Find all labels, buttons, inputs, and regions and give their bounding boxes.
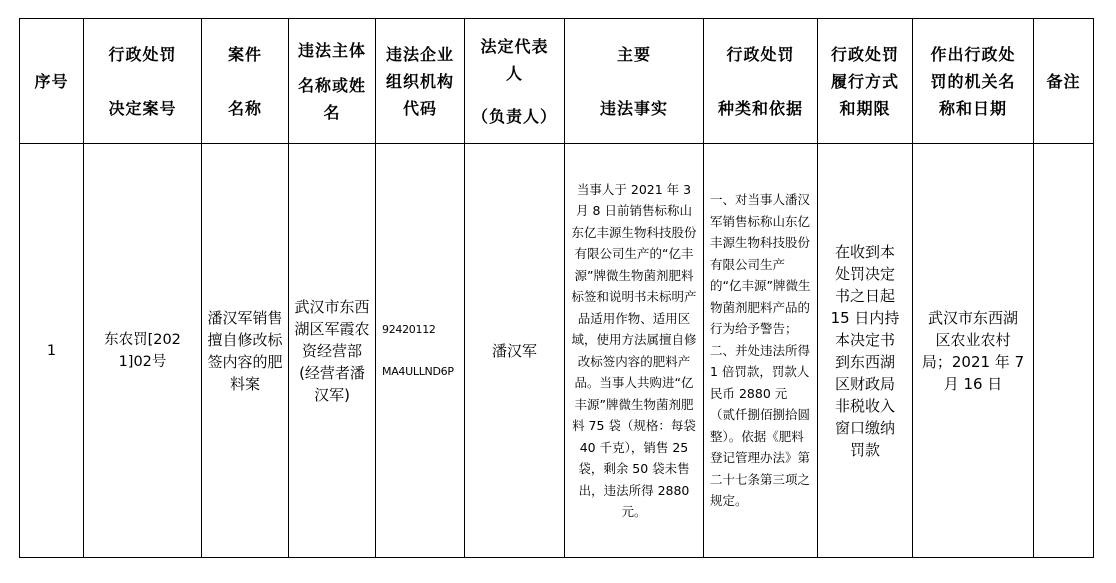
header-party-name-line1: 违法主体 [297, 40, 366, 60]
header-legal-rep [465, 19, 565, 144]
header-decision-no [84, 19, 202, 144]
header-performance [818, 19, 913, 144]
header-case-name-line2: 名称 [227, 98, 262, 118]
penalty-table [19, 18, 1094, 558]
table-row [20, 144, 1094, 558]
header-performance-line3: 和期限 [839, 98, 891, 118]
cell-penalty-type: 一、对当事人潘汉军销售标称山东亿丰源生物科技股份有限公司生产的“亿丰源”牌微生物菌剂肥料产品的行为给予警告；二、并处违法所得 1 倍罚款，罚款人民币 2880 元（贰仟捌佰捌拾圆整）。依据《肥料登记管理办法》第二十七条第三项之规定。 [704, 144, 818, 558]
header-org-code [376, 19, 465, 144]
cell-remarks [1034, 144, 1094, 558]
cell-authority: 武汉市东西湖区农业农村局；2021 年 7 月 16 日 [913, 144, 1034, 558]
cell-legal-rep: 潘汉军 [465, 144, 565, 558]
header-authority [913, 19, 1034, 144]
header-case-name [202, 19, 289, 144]
cell-case-name: 潘汉军销售擅自修改标签内容的肥料案 [202, 144, 289, 558]
header-authority-line1: 作出行政处 [930, 44, 1016, 64]
cell-no: 1 [20, 144, 84, 558]
header-no: 序号 [20, 19, 84, 144]
cell-facts: 当事人于 2021 年 3 月 8 日前销售标称山东亿丰源生物科技股份有限公司生产的“亿丰源”牌微生物菌剂肥料标签和说明书未标明产品适用作物、适用区域，使用方法属擅自修改标签内容的肥料产品。当事人共购进“亿丰源”牌微生物菌剂肥料 75 袋（规格：每袋 40 千克），销售 25 袋，剩余 50 袋未售出，违法所得 2880 元。 [565, 144, 704, 558]
header-org-code-line3: 代码 [402, 98, 437, 118]
header-legal-rep-line2: 人 [505, 63, 523, 83]
header-legal-rep-line1: 法定代表 [480, 36, 549, 56]
header-penalty-type [704, 19, 818, 144]
cell-performance: 在收到本处罚决定书之日起 15 日内持本决定书到东西湖区财政局非税收入窗口缴纳罚款 [818, 144, 913, 558]
header-authority-line3: 称和日期 [938, 98, 1007, 118]
cell-decision-no: 东农罚[2021]02号 [84, 144, 202, 558]
header-facts-line1: 主要 [616, 44, 651, 64]
header-penalty-type-line2: 种类和依据 [717, 98, 803, 118]
header-facts [565, 19, 704, 144]
header-performance-line2: 履行方式 [830, 71, 899, 91]
header-authority-line2: 罚的机关名 [930, 71, 1016, 91]
header-row [20, 19, 1094, 144]
header-facts-line2: 违法事实 [599, 98, 668, 118]
header-decision-no-line1: 行政处罚 [108, 44, 177, 64]
header-legal-rep-line3: （负责人） [471, 106, 557, 126]
cell-org-code-line1: 92420112 [382, 322, 436, 336]
header-case-name-line1: 案件 [227, 44, 262, 64]
header-party-name-line3: 名 [323, 102, 341, 122]
header-org-code-line1: 违法企业 [385, 44, 454, 64]
header-decision-no-line2: 决定案号 [108, 98, 177, 118]
header-org-code-line2: 组织机构 [385, 71, 454, 91]
header-party-name-line2: 名称或姓 [297, 75, 366, 95]
header-remarks: 备注 [1034, 19, 1094, 144]
header-party-name [289, 19, 376, 144]
header-performance-line1: 行政处罚 [830, 44, 899, 64]
cell-party-name: 武汉市东西湖区军霞农资经营部(经营者潘汉军) [289, 144, 376, 558]
header-penalty-type-line1: 行政处罚 [726, 44, 795, 64]
cell-org-code-line2: MA4ULLND6P [382, 364, 454, 378]
cell-org-code [376, 144, 465, 558]
